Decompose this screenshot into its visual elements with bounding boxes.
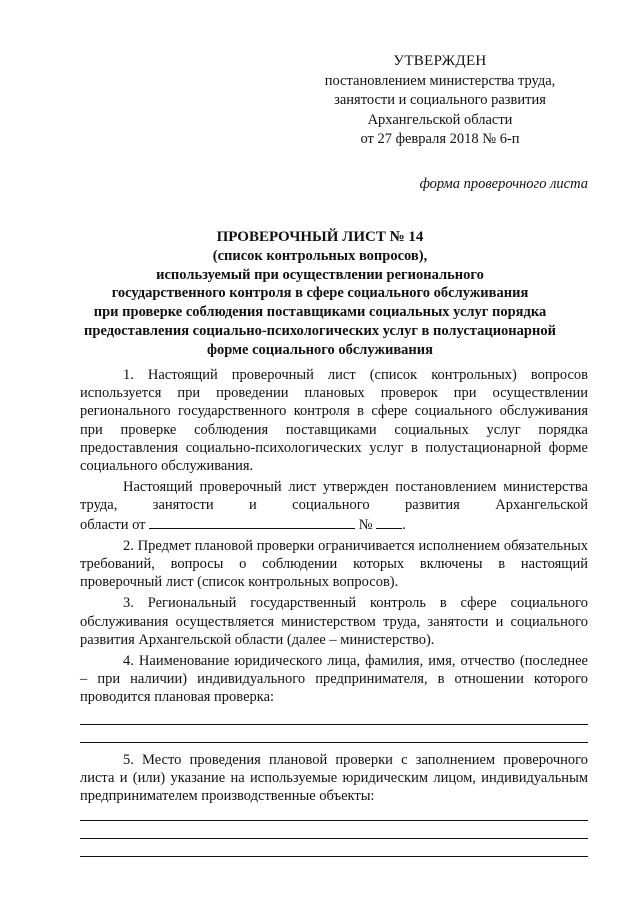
date-blank[interactable] [149, 515, 355, 529]
approval-line: занятости и социального развития [334, 92, 546, 108]
form-label: форма проверочного листа [419, 176, 588, 192]
paragraph-2: 2. Предмет плановой проверки ограничивается исполнением обязательных требований, вопросы о соблюдении которых включены в настоящий проверочный лист (список контрольных вопросов). [80, 537, 588, 591]
approval-heading: УТВЕРЖДЕН [393, 53, 487, 69]
approval-date: от 27 февраля 2018 № 6-п [360, 131, 520, 147]
paragraph-3: 3. Региональный государственный контроль в сфере социального обслуживания осуществляется министерством труда, занятости и социального развития Архангельской области (далее – министерство). [80, 595, 588, 648]
approval-line: Архангельской области [367, 111, 513, 128]
number-blank[interactable] [376, 515, 402, 529]
approval-stamp [300, 52, 580, 150]
fill-line[interactable] [80, 855, 588, 857]
number-sign: № [358, 516, 373, 533]
title-line: (список контрольных вопросов), [212, 247, 428, 264]
approval-fill-prefix: области от [80, 516, 146, 533]
title-line: при проверке соблюдения поставщиками социальных услуг порядка [93, 304, 547, 321]
paragraph-5: 5. Место проведения плановой проверки с заполнением проверочного листа и (или) указание на используемые юридическим лицом, индивидуальным предпринимателем производственные объекты: [80, 751, 588, 805]
approval-fill-line: области от № . [80, 516, 406, 533]
title-line: предоставления социально-психологических услуг в полустационарной [84, 322, 556, 339]
paragraph-4: 4. Наименование юридического лица, фамилия, имя, отчество (последнее – при наличии) индивидуального предпринимателя, в отношении которого проводится плановая проверка: [80, 653, 588, 706]
title-line: государственного контроля в сфере социального обслуживания [111, 285, 529, 302]
paragraph-approved: Настоящий проверочный лист утвержден постановлением министерства труда, занятости и социального развития Архангельской [80, 479, 588, 514]
document-body [80, 366, 588, 857]
title-line: используемый при осуществлении регионального [156, 266, 484, 283]
title-line: ПРОВЕРОЧНЫЙ ЛИСТ № 14 [216, 229, 424, 245]
paragraph-1: 1. Настоящий проверочный лист (список контрольных) вопросов используется при проведении плановых проверок при осуществлении регионального государственного контроля в сфере социального обслуживания при проверке соблюдения поставщиками социальных услуг порядка предоставления социально-психологических услуг в полустационарной форме социального обслуживания. [80, 367, 588, 475]
title-line: форме социального обслуживания [207, 341, 433, 358]
approval-line: постановлением министерства труда, [324, 72, 556, 89]
document-title [70, 228, 570, 360]
